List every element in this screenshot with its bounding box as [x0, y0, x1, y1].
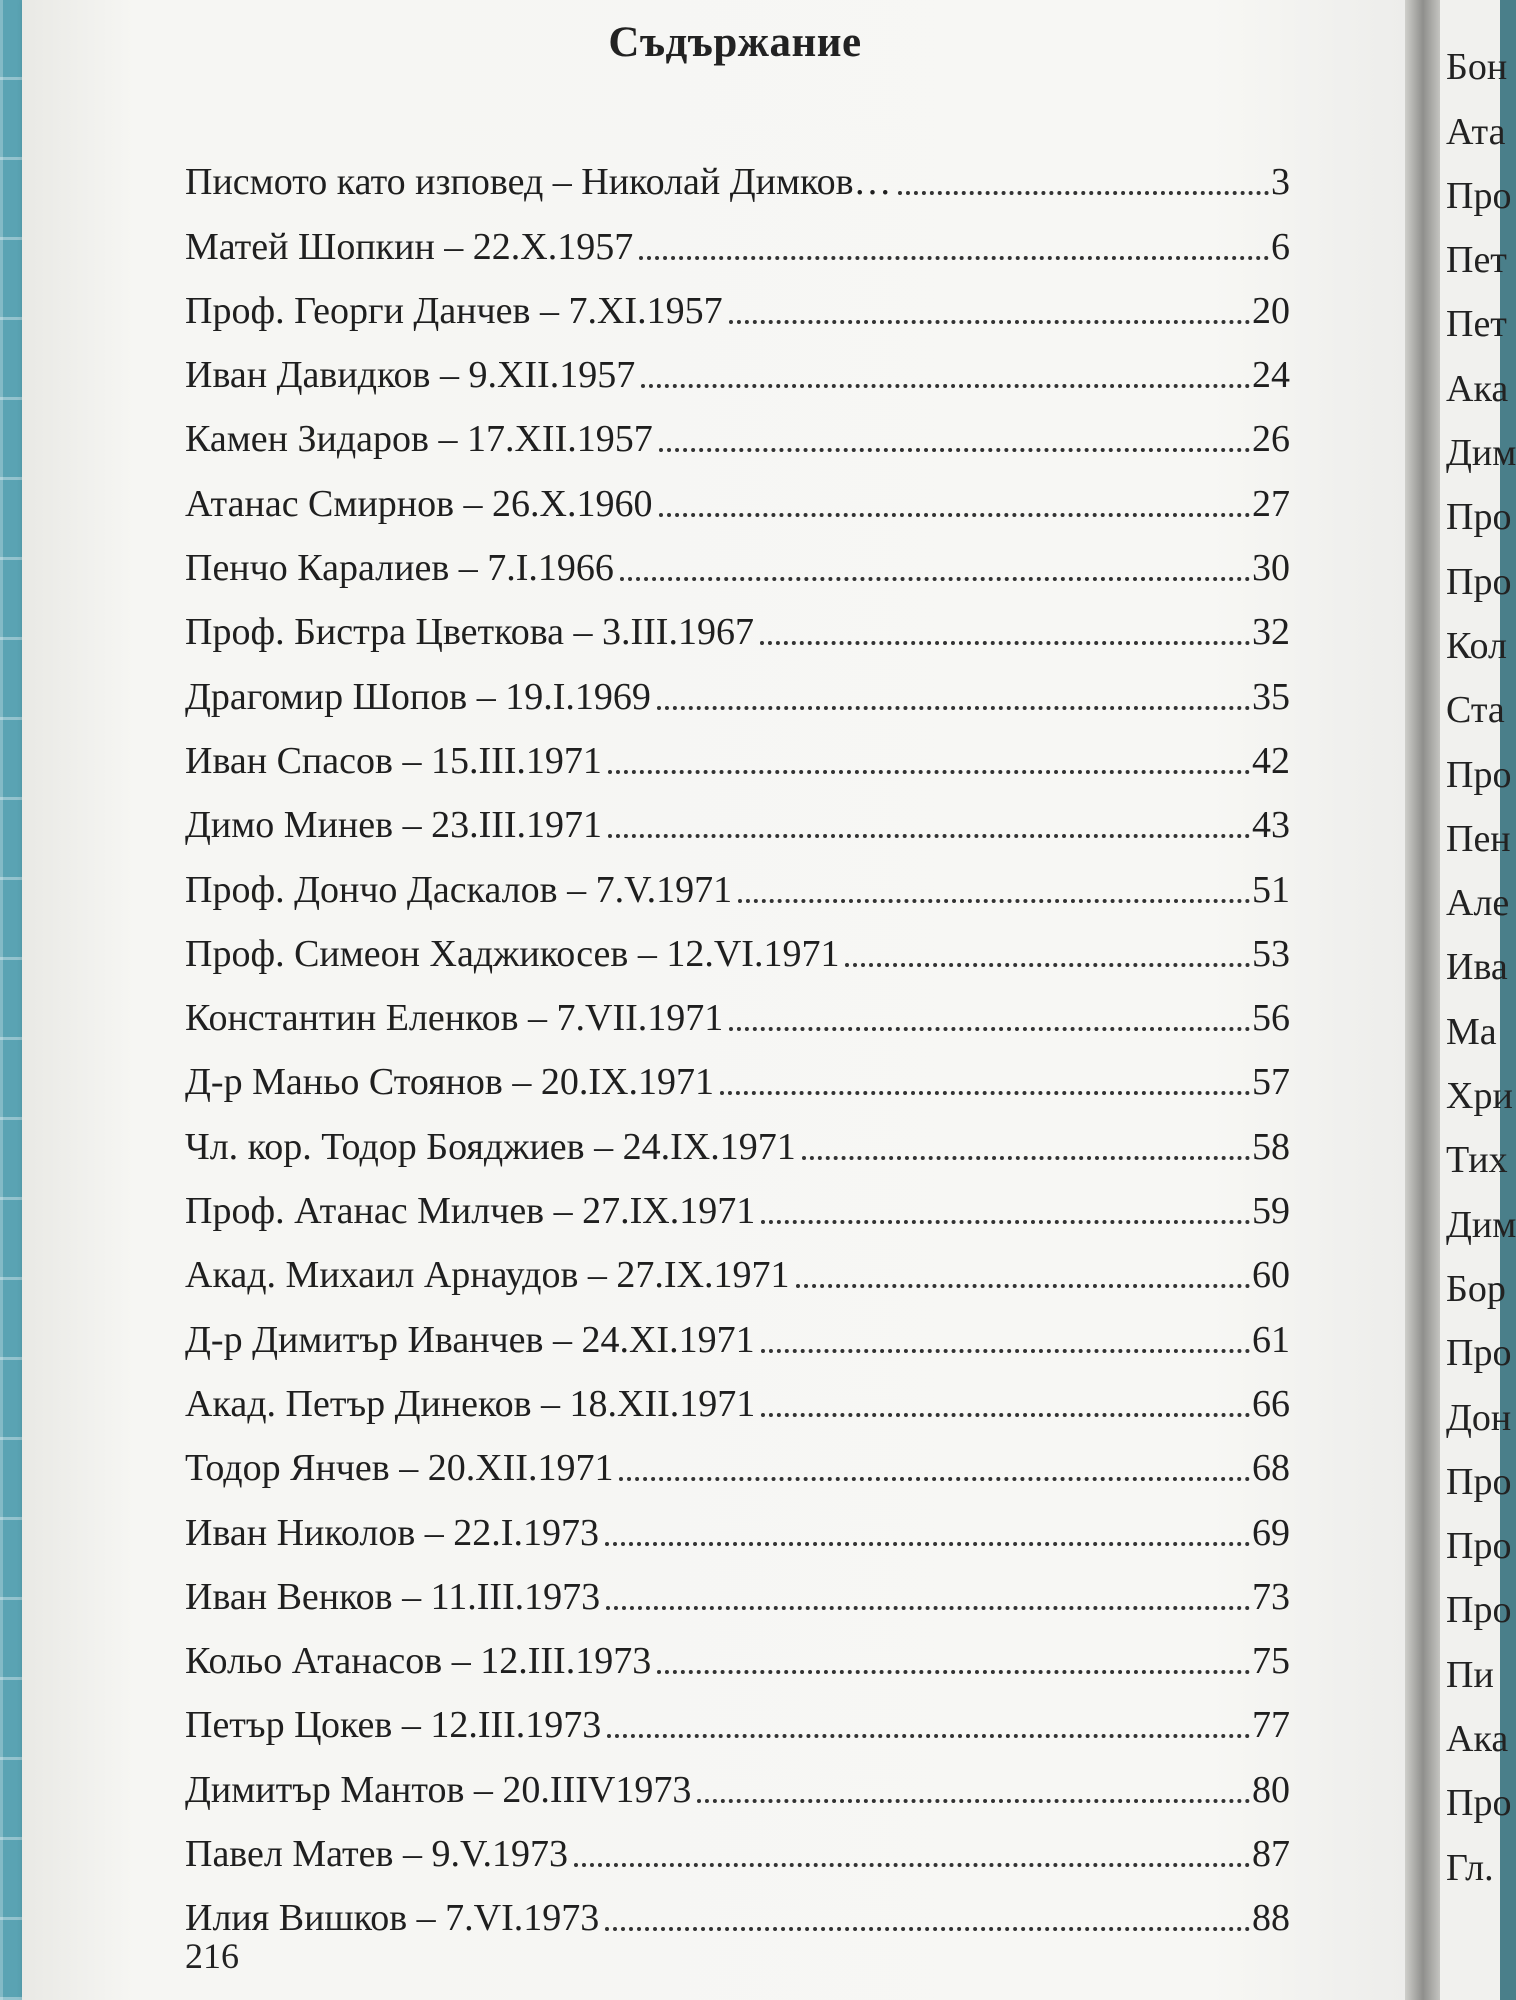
right-page-line: Бор: [1446, 1267, 1506, 1310]
toc-entry-page: 26: [1252, 418, 1290, 461]
toc-entry: [185, 140, 1290, 204]
toc-entry-title: Д-р Димитър Иванчев – 24.XI.1971: [185, 1318, 755, 1361]
toc-entry: [185, 269, 1290, 333]
book-page-right: [1440, 0, 1516, 2000]
toc-entry-page: 20: [1252, 289, 1290, 332]
toc-leader-dots: [620, 576, 1250, 581]
right-page-line: Але: [1446, 882, 1510, 925]
right-page-line: Хри: [1446, 1075, 1513, 1118]
toc-leader-dots: [574, 1862, 1250, 1867]
toc-leader-dots: [898, 190, 1269, 195]
toc-entry: [185, 1233, 1290, 1297]
toc-entry: [185, 333, 1290, 397]
toc-entry: [185, 976, 1290, 1040]
toc-entry: [185, 654, 1290, 718]
toc-leader-dots: [641, 383, 1250, 388]
toc-entry: [185, 1812, 1290, 1876]
toc-leader-dots: [605, 1926, 1250, 1931]
toc-entry: [185, 783, 1290, 847]
toc-leader-dots: [657, 1669, 1250, 1674]
toc-leader-dots: [761, 1412, 1250, 1417]
toc-entry-title: Чл. кор. Тодор Бояджиев – 24.IX.1971: [185, 1125, 796, 1168]
toc-entry-title: Проф. Бистра Цветкова – 3.III.1967: [185, 611, 754, 654]
right-page-line: Дим: [1446, 1203, 1516, 1246]
toc-entry-page: 73: [1252, 1575, 1290, 1618]
right-page-line: Про: [1446, 753, 1512, 796]
toc-entry-title: Проф. Атанас Милчев – 27.IX.1971: [185, 1190, 756, 1233]
toc-leader-dots: [697, 1798, 1250, 1803]
toc-entry-title: Илия Вишков – 7.VI.1973: [185, 1897, 600, 1940]
right-page-line: Кол: [1446, 624, 1507, 667]
right-page-line: Про: [1446, 1525, 1512, 1568]
toc-entry-title: Проф. Симеон Хаджикосев – 12.VI.1971: [185, 932, 840, 975]
toc-entry-page: 27: [1252, 482, 1290, 525]
toc-entry-title: Акад. Михаил Арнаудов – 27.IX.1971: [185, 1254, 790, 1297]
right-page-text: [1446, 25, 1516, 1890]
toc-entry-title: Павел Матев – 9.V.1973: [185, 1833, 568, 1876]
toc-entry-page: 57: [1252, 1061, 1290, 1104]
right-page-line: Про: [1446, 1332, 1512, 1375]
toc-entry-title: Иван Спасов – 15.III.1971: [185, 739, 602, 782]
right-page-line: Дим: [1446, 432, 1516, 475]
toc-entry-page: 56: [1252, 997, 1290, 1040]
toc-entry-title: Матей Шопкин – 22.X.1957: [185, 225, 634, 268]
toc-entry: [185, 1555, 1290, 1619]
toc-entry-page: 60: [1252, 1254, 1290, 1297]
toc-entry: [185, 847, 1290, 911]
toc-entry: [185, 461, 1290, 525]
toc-entry: [185, 204, 1290, 268]
right-page-line: Пен: [1446, 817, 1511, 860]
toc-entry: [185, 1619, 1290, 1683]
right-page-line: Дон: [1446, 1396, 1512, 1439]
page-title: Съдържание: [608, 19, 862, 66]
toc-entry-title: Тодор Янчев – 20.XII.1971: [185, 1447, 614, 1490]
toc-leader-dots: [738, 898, 1250, 903]
right-page-line: Ата: [1446, 110, 1506, 153]
toc-entry: [185, 1490, 1290, 1554]
right-page-line: Ака: [1446, 367, 1509, 410]
table-of-contents: [185, 140, 1290, 1940]
toc-entry: [185, 526, 1290, 590]
toc-entry-page: 53: [1252, 932, 1290, 975]
right-page-line: Ива: [1446, 946, 1508, 989]
right-page-line: Про: [1446, 1782, 1512, 1825]
toc-entry: [185, 719, 1290, 783]
right-page-line: Гл.: [1446, 1846, 1494, 1889]
toc-entry: [185, 1876, 1290, 1940]
toc-entry: [185, 590, 1290, 654]
toc-entry-title: Иван Давидков – 9.XII.1957: [185, 354, 636, 397]
toc-entry-title: Пенчо Каралиев – 7.I.1966: [185, 547, 614, 590]
toc-entry-title: Димитър Мантов – 20.IIIV1973: [185, 1768, 692, 1811]
toc-entry-page: 69: [1252, 1511, 1290, 1554]
toc-entry-page: 3: [1271, 161, 1290, 204]
toc-entry: [185, 397, 1290, 461]
toc-entry: [185, 1297, 1290, 1361]
right-page-line: Ста: [1446, 689, 1505, 732]
toc-entry-title: Кольо Атанасов – 12.III.1973: [185, 1640, 652, 1683]
right-page-line: Про: [1446, 1589, 1512, 1632]
toc-entry-title: Камен Зидаров – 17.XII.1957: [185, 418, 653, 461]
toc-entry-title: Драгомир Шопов – 19.I.1969: [185, 675, 651, 718]
toc-leader-dots: [608, 769, 1250, 774]
toc-entry-page: 68: [1252, 1447, 1290, 1490]
right-page-line: Бон: [1446, 46, 1508, 89]
right-page-line: Про: [1446, 496, 1512, 539]
toc-leader-dots: [605, 1541, 1250, 1546]
toc-leader-dots: [760, 640, 1250, 645]
toc-entry-page: 75: [1252, 1640, 1290, 1683]
toc-leader-dots: [659, 512, 1250, 517]
toc-entry-title: Проф. Дончо Даскалов – 7.V.1971: [185, 868, 733, 911]
toc-entry-page: 30: [1252, 547, 1290, 590]
toc-leader-dots: [761, 1219, 1250, 1224]
right-page-line: Про: [1446, 560, 1512, 603]
toc-entry-page: 59: [1252, 1190, 1290, 1233]
right-page-line: Про: [1446, 1460, 1512, 1503]
toc-leader-dots: [761, 1348, 1250, 1353]
right-page-line: Пи: [1446, 1653, 1494, 1696]
toc-entry-page: 42: [1252, 739, 1290, 782]
toc-entry: [185, 1040, 1290, 1104]
right-page-line: Тих: [1446, 1139, 1508, 1182]
toc-leader-dots: [639, 255, 1269, 260]
right-page-line: Пет: [1446, 303, 1507, 346]
toc-entry-page: 66: [1252, 1382, 1290, 1425]
toc-entry-title: Димо Минев – 23.III.1971: [185, 804, 603, 847]
book-gutter: [1405, 0, 1445, 2000]
toc-entry-page: 88: [1252, 1897, 1290, 1940]
right-page-line: Ака: [1446, 1718, 1509, 1761]
toc-entry-page: 32: [1252, 611, 1290, 654]
toc-leader-dots: [606, 1605, 1250, 1610]
toc-entry-title: Проф. Георги Данчев – 7.XI.1957: [185, 289, 723, 332]
toc-entry-page: 43: [1252, 804, 1290, 847]
toc-leader-dots: [659, 447, 1250, 452]
toc-entry: [185, 912, 1290, 976]
toc-leader-dots: [802, 1155, 1250, 1160]
toc-entry-page: 24: [1252, 354, 1290, 397]
toc-entry-title: Петър Цокев – 12.III.1973: [185, 1704, 602, 1747]
toc-entry-page: 77: [1252, 1704, 1290, 1747]
toc-leader-dots: [845, 962, 1250, 967]
toc-entry-page: 80: [1252, 1768, 1290, 1811]
toc-leader-dots: [619, 1476, 1250, 1481]
toc-entry-page: 35: [1252, 675, 1290, 718]
toc-entry-page: 87: [1252, 1833, 1290, 1876]
toc-entry-title: Иван Венков – 11.III.1973: [185, 1575, 601, 1618]
toc-entry: [185, 1683, 1290, 1747]
toc-entry-page: 6: [1271, 225, 1290, 268]
right-page-line: Ма: [1446, 1010, 1497, 1053]
toc-leader-dots: [608, 833, 1250, 838]
toc-entry-title: Иван Николов – 22.I.1973: [185, 1511, 599, 1554]
toc-leader-dots: [729, 319, 1250, 324]
toc-entry-page: 58: [1252, 1125, 1290, 1168]
toc-leader-dots: [729, 1026, 1250, 1031]
toc-entry-page: 61: [1252, 1318, 1290, 1361]
toc-leader-dots: [607, 1733, 1250, 1738]
toc-entry: [185, 1362, 1290, 1426]
toc-leader-dots: [796, 1283, 1250, 1288]
toc-entry-page: 51: [1252, 868, 1290, 911]
toc-entry: [185, 1747, 1290, 1811]
toc-entry-title: Д-р Маньо Стоянов – 20.IX.1971: [185, 1061, 714, 1104]
toc-entry: [185, 1104, 1290, 1168]
toc-entry-title: Атанас Смирнов – 26.X.1960: [185, 482, 653, 525]
toc-entry: [185, 1169, 1290, 1233]
toc-entry-title: Акад. Петър Динеков – 18.XII.1971: [185, 1382, 756, 1425]
toc-leader-dots: [657, 705, 1250, 710]
toc-leader-dots: [720, 1090, 1250, 1095]
toc-entry: [185, 1426, 1290, 1490]
right-page-line: Пет: [1446, 239, 1507, 282]
toc-entry-title: Писмото като изповед – Николай Димков…: [185, 161, 892, 204]
toc-entry-title: Константин Еленков – 7.VII.1971: [185, 997, 724, 1040]
right-page-line: Про: [1446, 174, 1512, 217]
page-number: 216: [185, 1936, 239, 1976]
